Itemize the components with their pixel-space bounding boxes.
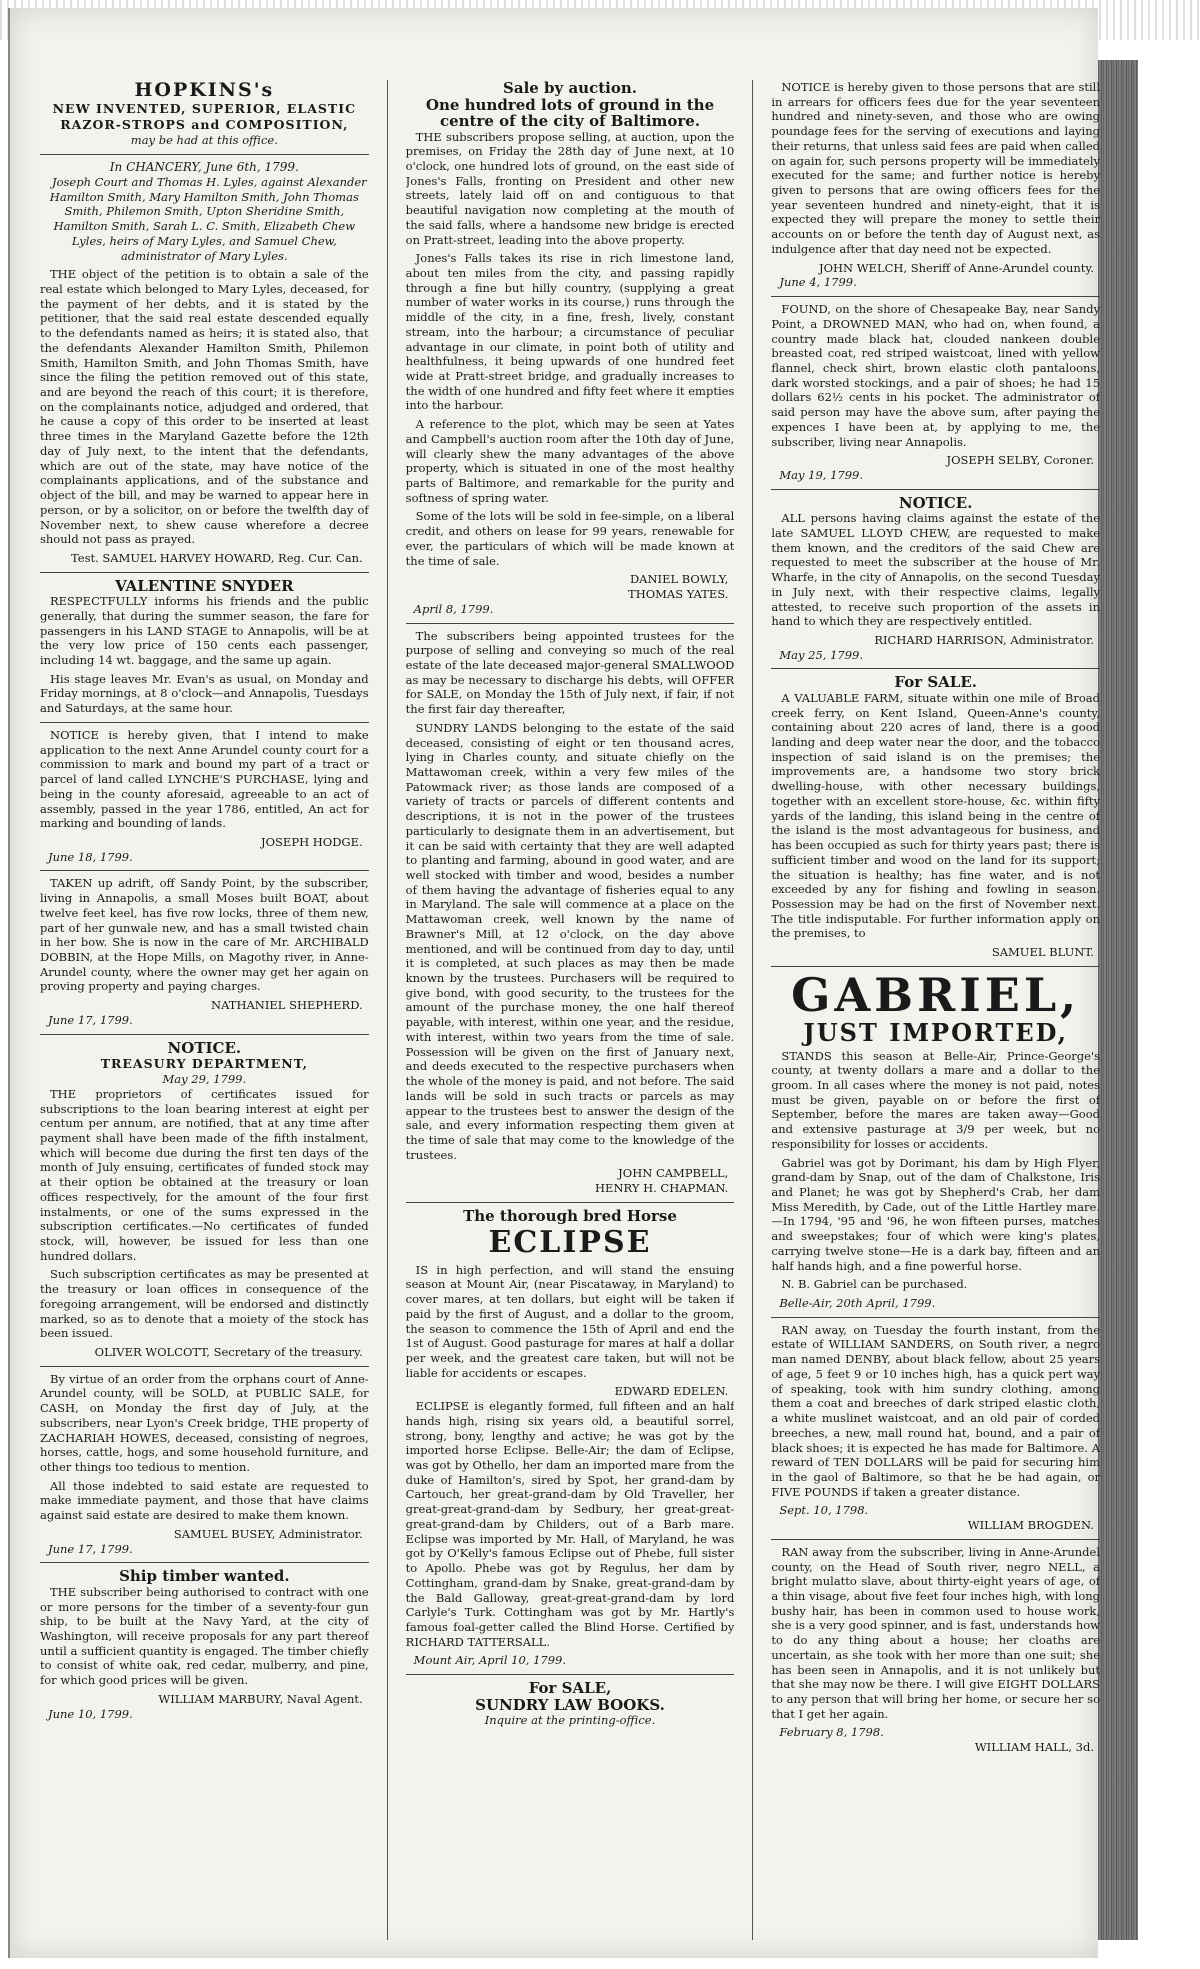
divider: [406, 623, 735, 624]
hopkins-subtitle-3: may be had at this office.: [130, 132, 278, 147]
column-rule: [752, 80, 753, 1940]
sale-body: THE subscribers propose selling, at auction, upon the premises, on Friday the 28th day of June next, at 10 o'clock, one hundred lots of ground, on the east side of Jones's Falls, fronting on President and other new streets, lately laid off on and contiguous to that beautiful navigation now completing at the mouth of the said falls, where a handsome new bridge is erected on Pratt-street, leading into the above property.: [405, 129, 735, 247]
eclipse-title: ECLIPSE: [488, 1225, 652, 1261]
selby-ad: [771, 302, 1100, 483]
gabriel-title: GABRIEL,: [791, 967, 1081, 1022]
divider: [771, 489, 1100, 490]
gabriel-body-2: Gabriel was got by Dorimant, his dam by High Flyer, grand-dam by Snap, out of the dam of Chalkstone, Iris and Planet; he was got by Shepherd's Crab, her dam Miss Meredith, by Cade, out of the Little Hartley mare.—In 1794, '95 and '96, he won fifteen purses, matches and sweepstakes; four of which were king's plates, carrying twelve stone—He is a dark bay, fifteen and an half hands high, and a fine powerful horse.: [771, 1155, 1101, 1273]
eclipse-pre-title: The thorough bred Horse: [463, 1206, 677, 1225]
gabriel-subtitle: JUST IMPORTED,: [803, 1017, 1068, 1047]
hall-signature: WILLIAM HALL, 3d.: [974, 1740, 1095, 1755]
gabriel-ad: [771, 967, 1101, 1311]
divider: [771, 966, 1100, 967]
divider: [771, 1317, 1100, 1318]
timber-body: THE subscriber being authorised to contract with one or more persons for the timber of a seventy-four gun ship, to be built at the Navy Yard, at the city of Washington, will receive proposals for any part thereof until a sufficient quantity is engaged. The timber chiefly to consist of white oak, red cedar, mulberry, and pine, for which good prices will be given.: [40, 1584, 369, 1688]
divider: [771, 668, 1100, 669]
sale-signature-1: DANIEL BOWLY,: [629, 572, 729, 587]
sale-body-2: Jones's Falls takes its rise in rich limestone land, about ten miles from the city, and passing rapidly through a fine but hilly country, (supplying a great number of water works in its course,) runs through the middle of the city, in a fine, fresh, lively, constant stream, into the harbour; a circumstance of peculiar advantage in our climate, in point both of utility and healthfulness, it being upwards of one hundred feet wide at Pratt-street bridge, and gradually increases to the width of one hundred and fifty feet where it empties into the harbour.: [405, 251, 735, 413]
farm-title: For SALE.: [894, 673, 977, 692]
hopkins-ad: [40, 80, 369, 148]
chancery-body: THE object of the petition is to obtain a sale of the real estate which belonged to Mary Lyles, deceased, for the payment of her debts, and it is stated by the petitioner, that the said real estate descended equally to the defendants named as heirs; it is stated also, that the defendants Alexander Hamilton Smith, Philemon Smith, Hamilton Smith, and John Thomas Smith, have since the filing the petition removed out of this state, and are beyond the reach of this court; it is therefore, on the complainants notice, adjudged and ordered, that he cause a copy of this order to be inserted at least three times in the Maryland Gazette before the 12th day of July next, to the intent that the defendants, which are out of the state, may have notice of the complainants applications, and of the substance and object of the bill, and may be warned to appear here in person, or by a solicitor, on or before the twelfth day of November next, to shew cause wherefore a decree should not pass as prayed.: [40, 267, 369, 547]
howes-ad: [40, 1372, 369, 1557]
howes-date: June 17, 1799.: [48, 1541, 133, 1556]
books-subtitle: Inquire at the printing-office.: [484, 1713, 656, 1728]
gabriel-date: Belle-Air, 20th April, 1799.: [779, 1296, 936, 1311]
column-3: [771, 80, 1100, 1940]
welch-signature: JOHN WELCH, Sheriff of Anne-Arundel county.: [818, 260, 1095, 275]
chancery-ad: [40, 160, 369, 566]
welch-body: NOTICE is hereby given to those persons that are still in arrears for officers fees due for the year seventeen hundred and ninety-seven, and those who are owing poundage fees for the serving of executions and laying their returns, that unless said fees are paid when called on again for, such persons property will be immediately executed for the same; and further notice is hereby given to persons that are owing officers fees for the year seventeen hundred and ninety-eight, that it is expected they will prepare the money to settle their accounts on or before the tenth day of August next, as indulgence after that day need not be expected.: [771, 80, 1101, 256]
snyder-body-2: His stage leaves Mr. Evan's as usual, on Monday and Friday mornings, at 8 o'clock—and Annapolis, Tuesdays and Saturdays, at the same hour.: [40, 671, 369, 716]
shepherd-signature: NATHANIEL SHEPHERD.: [211, 998, 363, 1013]
law-books-ad: [406, 1680, 735, 1728]
smallwood-body-2: SUNDRY LANDS belonging to the estate of the said deceased, consisting of eight or ten thousand acres, lying in Charles county, and situate chiefly on the Mattawoman creek, within a very few miles of the Patowmack river; as those lands are composed of a variety of tracts or parcels of different contents and descriptions, it is not in the power of the trustees particularly to designate them in an advertisement, but it can be said with certainty that they are well adapted to planting and farming, abound in good water, and are well stocked with timber and wood, besides a number of them having the advantage of fisheries equal to any in Maryland. The sale will commence at a place on the Mattawoman creek, well known by the name of Brawner's Mill, at 12 o'clock, on the day above mentioned, and will be continued from day to day, until it is completed, at such places as may then be made known by the trustees. Purchasers will be required to give bond, with good security, to the trustees for the amount of the purchase money, the one half thereof payable, with interest, within one year, and the residue, with interest, within two years from the time of sale. Possession will be given on the first of January next, and deeds executed to the respective purchasers when the whole of the money is paid, and not before. The said lands will be sold in such tracts or parcels as may appear to the trustees best to answer the design of the sale, and every information respecting them given at the time of sale that may come to the knowledge of the trustees.: [405, 720, 735, 1162]
timber-signature: WILLIAM MARBURY, Naval Agent.: [158, 1691, 363, 1706]
smallwood-ad: [406, 629, 735, 1196]
column-rule: [387, 80, 388, 1940]
hall-date: February 8, 1798.: [779, 1725, 884, 1740]
selby-body: FOUND, on the shore of Chesapeake Bay, near Sandy Point, a DROWNED MAN, who had on, when found, a country made black hat, clouded nankeen double breasted coat, red striped waistcoat, lined with yellow flannel, check shirt, brown elastic cloth pantaloons, dark worsted stockings, and a pair of shoes; he had 15 dollars 62½ cents in his pocket. The administrator of said person may have the above sum, after paying the expences I have been at, by applying to me, the subscriber, living near Annapolis.: [771, 302, 1101, 449]
treasury-date: May 29, 1799.: [162, 1072, 247, 1087]
chew-signature: RICHARD HARRISON, Administrator.: [874, 632, 1095, 647]
divider: [40, 572, 369, 573]
shepherd-ad: [40, 876, 369, 1027]
divider: [40, 1562, 369, 1563]
brogden-date: Sept. 10, 1798.: [779, 1503, 869, 1518]
page-edge: [1098, 60, 1138, 1940]
eclipse-body: IS in high perfection, and will stand the ensuing season at Mount Air, (near Piscataway, in Maryland) to cover mares, at ten dollars, but eight will be taken if paid by the first of August, and a dollar to the groom, the season to commence the 15th of April and end the 1st of August. Good pasturage for mares at half a dollar per week, and the greatest care taken, but will not be liable for accidents or escapes.: [405, 1262, 735, 1380]
divider: [771, 1539, 1100, 1540]
hall-ad: [771, 1545, 1100, 1755]
welch-date: June 4, 1799.: [779, 275, 857, 290]
hodge-ad: [40, 728, 369, 864]
hodge-signature: JOSEPH HODGE.: [261, 834, 363, 849]
divider: [40, 1366, 369, 1367]
column-2: [406, 80, 735, 1940]
hall-body: RAN away from the subscriber, living in Anne-Arundel county, on the Head of South river, negro NELL, a bright mulatto slave, about thirty-eight years of age, of a thin visage, about five feet four inches high, with long bushy hair, has been in common used to house work, she is a very good spinner, and is fast, understands how to do any thing about a house; her cloaths are uncertain, as she took with her more than one suit; she has been seen in Annapolis, and it is not unlikely but that she may now be there. I will give EIGHT DOLLARS to any person that will bring her home, or secure her so that I get her again.: [771, 1544, 1101, 1721]
chancery-signature: Test. SAMUEL HARVEY HOWARD, Reg. Cur. Can.: [70, 550, 363, 565]
newspaper-columns: [40, 80, 1100, 1940]
hopkins-subtitle-1: NEW INVENTED, SUPERIOR, ELASTIC: [52, 100, 357, 116]
howes-signature: SAMUEL BUSEY, Administrator.: [173, 1526, 363, 1541]
treasury-signature: OLIVER WOLCOTT, Secretary of the treasury.: [94, 1345, 363, 1359]
gabriel-body: STANDS this season at Belle-Air, Prince-George's county, at twenty dollars a mare and a dollar to the groom. In all cases where the money is not paid, notes must be given, payable on or before the first of September, before the mares are taken away—Good and extensive pasturage at 3/9 per week, but no responsibility for losses or accidents.: [771, 1048, 1101, 1151]
shepherd-date: June 17, 1799.: [48, 1012, 133, 1027]
chancery-heading: In CHANCERY, June 6th, 1799.: [109, 159, 299, 174]
snyder-body: RESPECTFULLY informs his friends and the public generally, that during the summer season, the fare for passengers in his LAND STAGE to Annapolis, will be at the very low price of 150 cents each passenger, including 14 wt. baggage, and the same up again.: [40, 594, 369, 668]
farm-ad: [771, 674, 1100, 959]
chew-body: ALL persons having claims against the estate of the late SAMUEL LLOYD CHEW, are requested to make them known, and the creditors of the said Chew are requested to meet the subscriber at the house of Mr. Wharfe, in the city of Annapolis, on the second Tuesday in July next, with their respective claims, legally attested, to receive such proportion of the assets in hand to which they are respectively entitled.: [771, 511, 1101, 629]
snyder-title: VALENTINE SNYDER: [115, 576, 294, 595]
eclipse-date: Mount Air, April 10, 1799.: [413, 1653, 567, 1668]
hodge-date: June 18, 1799.: [48, 849, 133, 864]
brogden-body: RAN away, on Tuesday the fourth instant, from the estate of WILLIAM SANDERS, on South river, a negro man named DENBY, about black fellow, about 25 years of age, 5 feet 9 or 10 inches high, has a quick pert way of speaking, took with him sundry clothing, among them a coat and breeches of dark striped elastic cloth, a white muslinet waistcoat, and an old pair of corded breeches, a new, mall round hat, bound, and a pair of black shoes; it is expected he has made for Baltimore. A reward of TEN DOLLARS will be paid for securing him in the gaol of Baltimore, so that he be had again, or FIVE POUNDS if taken a greater distance.: [771, 1322, 1101, 1499]
chew-ad: [771, 495, 1100, 663]
treasury-notice-title: NOTICE.: [167, 1038, 242, 1057]
sale-date: April 8, 1799.: [413, 601, 494, 616]
treasury-body: THE proprietors of certificates issued for subscriptions to the loan bearing interest at eight per centum per annum, are notified, that at any time after payment shall have been made of the fifth instalment, which will become due during the first ten days of the month of July ensuing, certificates of funded stock may at their option be obtained at the treasury or loan offices respectively, for the amount of the four first instalments, or one of the sums expressed in the subscription certificates.—No certificates of funded stock, will, however, be issued for less than one hundred dollars.: [40, 1086, 369, 1263]
chew-date: May 25, 1799.: [779, 647, 863, 662]
snyder-ad: [40, 578, 369, 716]
howes-body: By virtue of an order from the orphans court of Anne-Arundel county, will be SOLD, at PUBLIC SALE, for CASH, on Monday the first day of July, at the subscribers, near Lyon's Creek bridge, THE property of ZACHARIAH HOWES, deceased, consisting of negroes, horses, cattle, hogs, and some household furniture, and other things too tedious to mention.: [40, 1371, 369, 1475]
brogden-ad: [771, 1323, 1100, 1533]
howes-body-2: All those indebted to said estate are requested to make immediate payment, and those that have claims against said estate are desired to make them known.: [40, 1478, 369, 1523]
farm-body: A VALUABLE FARM, situate within one mile of Broad creek ferry, on Kent Island, Queen-Anne's county, containing about 220 acres of land, there is a good landing and deep water near the door, and the tobacco inspection of said island is on the premises; the improvements are, a handsome two story brick dwelling-house, with other necessary buildings, together with an excellent store-house, &c. within fifty yards of the landing, this island being in the centre of the island is the most advantageous for business, and has been occupied as such for thirty years past; there is sufficient timber and wood on the land for its support; the situation is healthy; has fine water, and is not exceeded by any for fishing and fowling in season. Possession may be had on the first of November next. The title indisputable. For further information apply on the premises, to: [771, 690, 1101, 941]
sale-body-4: Some of the lots will be sold in fee-simple, on a liberal credit, and others on lease for 99 years, renewable for ever, the particulars of which will be made known at the time of sale.: [405, 509, 735, 568]
treasury-ad: [40, 1040, 369, 1360]
treasury-body-2: Such subscription certificates as may be presented at the treasury or loan offices in consequence of the foregoing arrangement, will be endorsed and distinctly marked, so as to denote that a moiety of the stock has been issued.: [40, 1267, 369, 1341]
hodge-body: NOTICE is hereby given, that I intend to make application to the next Anne Arundel county court for a commission to mark and bound my part of a tract or parcel of land called LYNCHE'S PURCHASE, lying and being in the county aforesaid, agreeable to an act of assembly, passed in the year 1786, entitled, An act for marking and bounding of lands.: [40, 727, 369, 831]
column-1: [40, 80, 369, 1940]
divider: [771, 296, 1100, 297]
divider: [40, 1034, 369, 1035]
divider: [406, 1674, 735, 1675]
divider: [406, 1202, 735, 1203]
smallwood-body: The subscribers being appointed trustees for the purpose of selling and conveying so much of the real estate of the late deceased major-general SMALLWOOD as may be necessary to discharge his debts, will OFFER for SALE, on Monday the 15th of July next, if fair, if not the first fair day thereafter,: [405, 628, 735, 717]
smallwood-signature-2: HENRY H. CHAPMAN.: [595, 1181, 729, 1196]
chew-title: NOTICE.: [898, 493, 973, 512]
hopkins-title: HOPKINS's: [134, 80, 275, 101]
gabriel-note: N. B. Gabriel can be purchased.: [781, 1277, 968, 1292]
sale-signature-2: THOMAS YATES.: [628, 587, 729, 602]
eclipse-ad: [406, 1208, 735, 1668]
farm-signature: SAMUEL BLUNT.: [991, 945, 1095, 960]
selby-signature: JOSEPH SELBY, Coroner.: [946, 453, 1095, 468]
timber-title: Ship timber wanted.: [119, 1567, 290, 1586]
eclipse-signature: EDWARD EDELEN.: [614, 1384, 729, 1399]
eclipse-body-2: ECLIPSE is elegantly formed, full fifteen and an half hands high, rising six years old, a beautiful sorrel, strong, bony, lengthy and active; he was got by the imported horse Eclipse. Belle-Air; the dam of Eclipse, was got by Othello, her dam an imported mare from the duke of Hamilton's, sired by Spot, her grand-dam by Cartouch, her great-grand-dam by Old Traveller, her great-great-grand-dam by Sedbury, her great-great-great-grand-dam by Childers, out of a Barb mare. Eclipse was imported by Mr. Hall, of Maryland, he was got by O'Kelly's famous Eclipse out of Phebe, full sister to Apollo. Phebe was got by Regulus, her dam by Cottingham, grand-dam by Snake, great-grand-dam by the Bald Galloway, great-great-grand-dam by lord Carlyle's Turk. Cottingham was got by Mr. Hartly's famous foal-getter called the Blind Horse. Certified by RICHARD TATTERSALL.: [405, 1399, 735, 1649]
sale-title: Sale by auction.: [503, 80, 637, 97]
books-for-sale: For SALE,: [528, 1679, 612, 1698]
chancery-parties: Joseph Court and Thomas H. Lyles, against Alexander Hamilton Smith, Mary Hamilton Smith, John Thomas Smith, Philemon Smith, Upton Sheridine Smith, Hamilton Smith, Sarah L. C. Smith, Elizabeth Chew Lyles, heirs of Mary Lyles, and Samuel Chew, administrator of Mary Lyles.: [49, 174, 367, 263]
timber-date: June 10, 1799.: [48, 1706, 133, 1721]
divider: [40, 722, 369, 723]
treasury-department: TREASURY DEPARTMENT,: [100, 1056, 308, 1072]
sale-body-3: A reference to the plot, which may be seen at Yates and Campbell's auction room after the 10th day of June, will clearly shew the many advantages of the above property, which is situated in one of the most healthy parts of Baltimore, and remarkable for the purity and softness of spring water.: [405, 417, 735, 505]
shepherd-body: TAKEN up adrift, off Sandy Point, by the subscriber, living in Annapolis, a small Moses built BOAT, about twelve feet keel, has five row locks, three of them new, part of her gunwale new, and has a small twisted chain in her bow. She is now in the care of Mr. ARCHIBALD DOBBIN, at the Hope Mills, on Magothy river, in Anne-Arundel county, where the owner may get her again on proving property and paying charges.: [40, 876, 369, 994]
selby-date: May 19, 1799.: [779, 467, 863, 482]
divider: [40, 154, 369, 155]
smallwood-signature-1: JOHN CAMPBELL,: [618, 1166, 729, 1181]
baltimore-sale-ad: [406, 80, 735, 617]
sale-subtitle: One hundred lots of ground in the centre of the city of Baltimore.: [425, 95, 715, 130]
hopkins-subtitle-2: RAZOR-STROPS and COMPOSITION,: [60, 116, 349, 132]
divider: [40, 870, 369, 871]
books-title: SUNDRY LAW BOOKS.: [475, 1695, 665, 1714]
welch-ad: [771, 80, 1100, 290]
brogden-signature: WILLIAM BROGDEN.: [967, 1518, 1095, 1533]
timber-ad: [40, 1568, 369, 1721]
